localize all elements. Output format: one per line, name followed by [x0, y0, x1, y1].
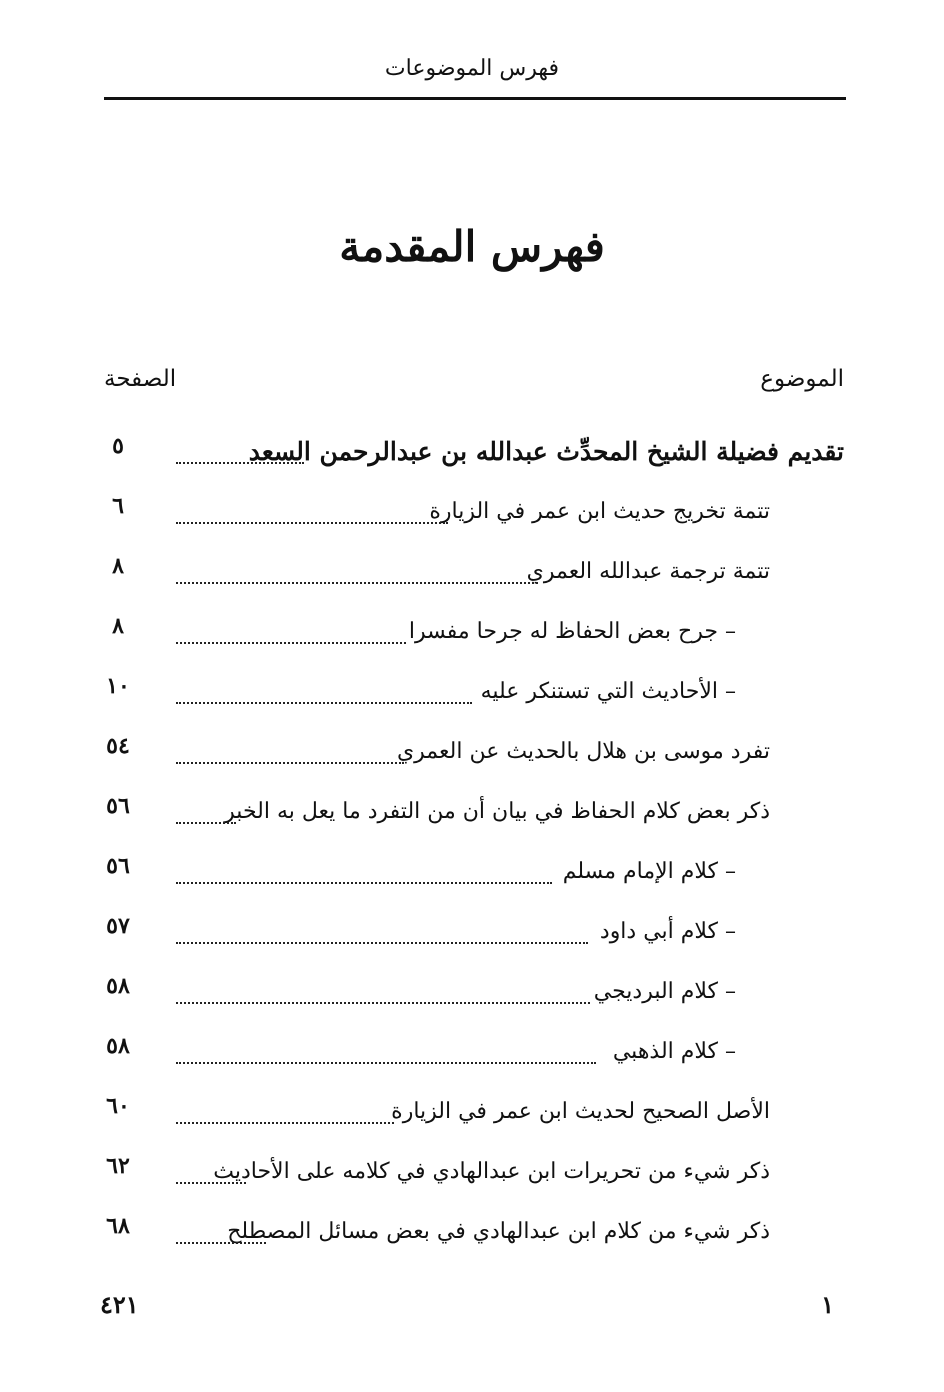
toc-entry: [100, 432, 844, 472]
toc-entry-title: ذكر شيء من تحريرات ابن عبدالهادي في كلامه على الأحاديث: [213, 1159, 770, 1184]
toc-leader-dots: [176, 1122, 394, 1124]
toc-entry-page: ٨: [112, 613, 124, 639]
toc-entry-page: ٥٨: [106, 973, 130, 999]
toc-entry: [100, 552, 844, 592]
toc-entry: [100, 612, 844, 652]
toc-leader-dots: [176, 642, 406, 644]
toc-entry: [100, 492, 844, 532]
toc-entry-title: تتمة تخريج حديث ابن عمر في الزيارة: [429, 499, 770, 524]
toc-entry-title: تفرد موسى بن هلال بالحديث عن العمري: [396, 739, 770, 764]
toc-leader-dots: [176, 1002, 590, 1004]
toc-leader-dots: [176, 762, 404, 764]
toc-entry: [100, 1212, 844, 1252]
toc-entry-title: ذكر بعض كلام الحفاظ في بيان أن من التفرد ما يعل به الخبر: [224, 799, 770, 824]
toc-entry-page: ٦٨: [106, 1213, 130, 1239]
toc-leader-dots: [176, 462, 304, 464]
toc-entry: [100, 672, 844, 712]
toc-entry-page: ٦٢: [106, 1153, 130, 1179]
toc-leader-dots: [176, 1242, 266, 1244]
header-rule: [104, 97, 846, 100]
toc-entry-page: ٥٤: [106, 733, 130, 759]
toc-entry-page: ٥٦: [106, 853, 130, 879]
toc-leader-dots: [176, 1062, 596, 1064]
toc-leader-dots: [176, 822, 236, 824]
toc-entry-page: ٦: [112, 493, 124, 519]
toc-entry-page: ٥٦: [106, 793, 130, 819]
subject-column-header: الموضوع: [760, 366, 844, 392]
running-header: فهرس الموضوعات: [384, 56, 560, 81]
page-number: ٤٢١: [100, 1290, 139, 1319]
toc-entry-title: ذكر شيء من كلام ابن عبدالهادي في بعض مسائل المصطلح: [227, 1219, 770, 1244]
toc-entry-title: – كلام الإمام مسلم: [562, 859, 736, 884]
toc-entry-title: – جرح بعض الحفاظ له جرحا مفسرا: [408, 619, 736, 644]
toc-entry: [100, 912, 844, 952]
toc-entry: [100, 792, 844, 832]
toc-entry-page: ١٠: [106, 673, 130, 699]
toc-entry-title: تتمة ترجمة عبدالله العمري: [526, 559, 770, 584]
toc-entry-title: – كلام البرديجي: [593, 979, 736, 1004]
toc-leader-dots: [176, 942, 588, 944]
toc-entry: [100, 972, 844, 1012]
page-column-header: الصفحة: [104, 366, 177, 392]
toc-entry-title: – الأحاديث التي تستنكر عليه: [480, 679, 736, 704]
toc-entry-title: تقديم فضيلة الشيخ المحدِّث عبدالله بن عبدالرحمن السعد: [248, 437, 844, 466]
toc-entry-page: ٥٧: [106, 913, 130, 939]
toc-leader-dots: [176, 702, 472, 704]
toc-entry-title: – كلام الذهبي: [612, 1039, 736, 1064]
signature-mark: ١: [821, 1290, 834, 1319]
toc-entry-page: ٨: [112, 553, 124, 579]
toc-entry: [100, 1152, 844, 1192]
toc-leader-dots: [176, 1182, 246, 1184]
toc-entry-page: ٥: [112, 433, 124, 459]
toc-leader-dots: [176, 882, 552, 884]
toc-entry-title: – كلام أبي داود: [599, 919, 736, 944]
toc-leader-dots: [176, 582, 538, 584]
toc-entry: [100, 732, 844, 772]
toc-entry-page: ٦٠: [106, 1093, 130, 1119]
page-title: فهرس المقدمة: [339, 222, 605, 271]
toc-leader-dots: [176, 522, 448, 524]
toc-entry: [100, 852, 844, 892]
toc-entry: [100, 1092, 844, 1132]
toc-entry: [100, 1032, 844, 1072]
toc-entry-title: الأصل الصحيح لحديث ابن عمر في الزيارة: [391, 1099, 770, 1124]
toc-entry-page: ٥٨: [106, 1033, 130, 1059]
